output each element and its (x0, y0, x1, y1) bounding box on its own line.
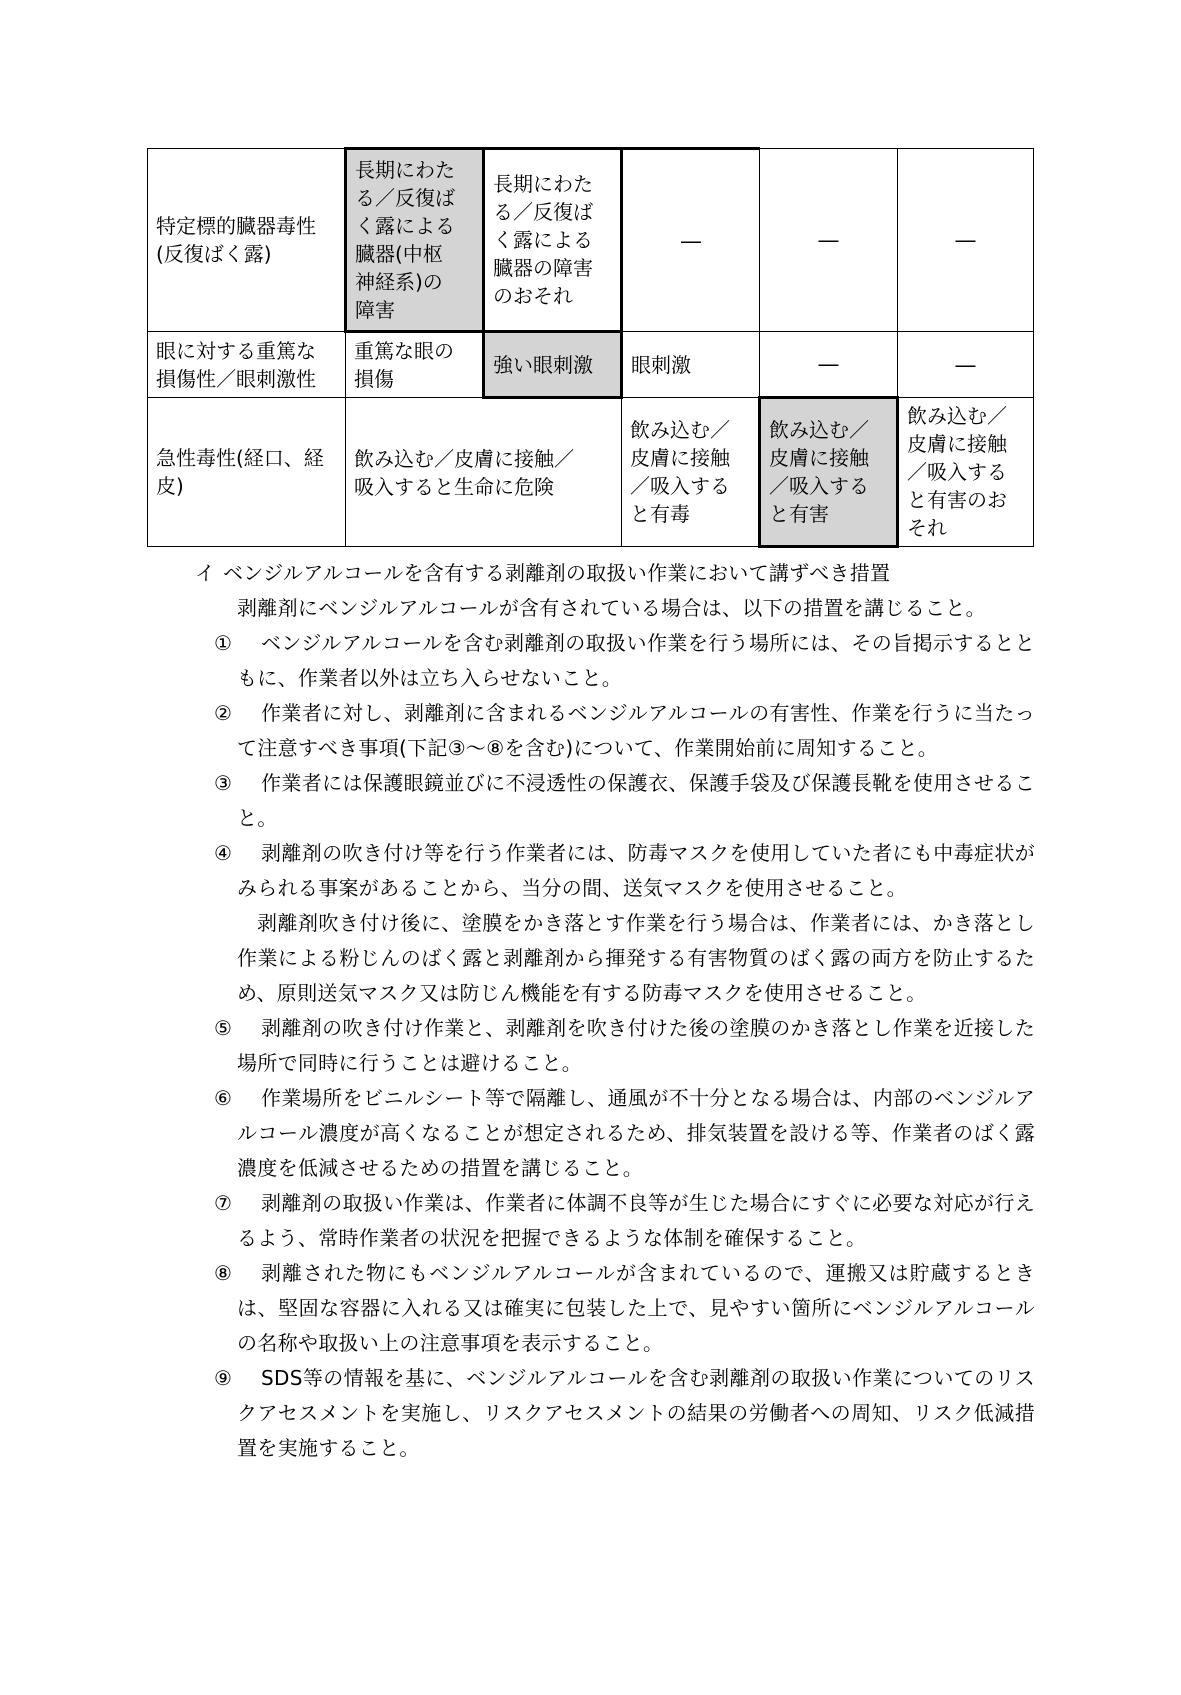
item-number: ⑥ (214, 1086, 233, 1110)
item-text: 剥離剤の取扱い作業は、作業者に体調不良等が生じた場合にすぐに必要な対応が行えるよう、常時作業者の状況を把握できるような体制を確保すること。 (237, 1191, 1035, 1250)
table-cell: ― (622, 149, 760, 332)
table-cell: ― (760, 149, 898, 332)
item-text: 作業場所をビニルシート等で隔離し、通風が不十分となる場合は、内部のベンジルアルコール濃度が高くなることが想定されるため、排気装置を設ける等、作業者のばく露濃度を低減させるための措置を講じること。 (237, 1086, 1035, 1180)
table-cell: 長期にわた る／反復ば く露による 臓器(中枢 神経系)の 障害 (346, 149, 484, 332)
item-number: ③ (214, 771, 233, 795)
item-number: ⑤ (214, 1016, 233, 1040)
section-heading-text: ベンジルアルコールを含有する剥離剤の取扱い作業において講ずべき措置 (223, 561, 891, 585)
item-text: 剥離された物にもベンジルアルコールが含まれているので、運搬又は貯蔵するときは、堅固な容器に入れる又は確実に包装した上で、見やすい箇所にベンジルアルコールの名称や取扱い上の注意事項を表示すること。 (237, 1261, 1035, 1355)
table-cell: 飲み込む／ 皮膚に接触 ／吸入する と有毒 (622, 398, 760, 547)
table-cell: 眼刺激 (622, 332, 760, 398)
table-cell: 飲み込む／ 皮膚に接触 ／吸入する と有害のお それ (898, 398, 1034, 547)
list-item (195, 626, 1035, 696)
hazard-classification-table (147, 147, 1034, 548)
item-number: ② (214, 701, 233, 725)
item-text: ベンジルアルコールを含む剥離剤の取扱い作業を行う場所には、その旨掲示するとともに、作業者以外は立ち入らせないこと。 (237, 631, 1035, 690)
category-cell: 眼に対する重篤な 損傷性／眼刺激性 (148, 332, 346, 398)
table-cell: ― (898, 149, 1034, 332)
category-cell: 急性毒性(経口、経 皮) (148, 398, 346, 547)
item-text: 剥離剤の吹き付け作業と、剥離剤を吹き付けた後の塗膜のかき落とし作業を近接した場所で同時に行うことは避けること。 (237, 1016, 1035, 1075)
item-number: ⑧ (214, 1261, 233, 1285)
category-cell: 特定標的臓器毒性 (反復ばく露) (148, 149, 346, 332)
item-extra-text: 剥離剤吹き付け後に、塗膜をかき落とす作業を行う場合は、作業者には、かき落とし作業による粉じんのばく露と剥離剤から揮発する有害物質のばく露の両方を防止するため、原則送気マスク又は防じん機能を有する防毒マスクを使用させること。 (237, 911, 1035, 1005)
list-item (195, 766, 1035, 836)
item-number: ① (214, 631, 233, 655)
list-item (195, 1256, 1035, 1361)
item-text: 作業者に対し、剥離剤に含まれるベンジルアルコールの有害性、作業を行うに当たって注意すべき事項(下記③～⑧を含む)について、作業開始前に周知すること。 (237, 701, 1035, 760)
list-item (195, 1011, 1035, 1081)
list-item (195, 1081, 1035, 1186)
table-cell: 飲み込む／ 皮膚に接触 ／吸入する と有害 (760, 398, 898, 547)
item-number: ④ (214, 841, 233, 865)
section-heading (195, 556, 1035, 591)
table-cell: 飲み込む／皮膚に接触／ 吸入すると生命に危険 (346, 398, 622, 547)
item-text: 作業者には保護眼鏡並びに不浸透性の保護衣、保護手袋及び保護長靴を使用させること。 (237, 771, 1035, 830)
section-marker: イ (195, 561, 216, 585)
list-item (195, 1361, 1035, 1466)
list-item (195, 836, 1035, 1011)
table-cell: ― (898, 332, 1034, 398)
table-row (148, 398, 1034, 547)
measures-section (195, 556, 1035, 1466)
table-cell: 重篤な眼の 損傷 (346, 332, 484, 398)
item-text: SDS等の情報を基に、ベンジルアルコールを含む剥離剤の取扱い作業についてのリスクアセスメントを実施し、リスクアセスメントの結果の労働者への周知、リスク低減措置を実施すること。 (237, 1366, 1035, 1460)
table-cell: 強い眼刺激 (484, 332, 622, 398)
table-cell: ― (760, 332, 898, 398)
list-item (195, 696, 1035, 766)
item-number: ⑨ (214, 1366, 233, 1390)
table-cell: 長期にわた る／反復ば く露による 臓器の障害 のおそれ (484, 149, 622, 332)
table-row (148, 149, 1034, 332)
item-number: ⑦ (214, 1191, 233, 1215)
list-item (195, 1186, 1035, 1256)
section-intro: 剥離剤にベンジルアルコールが含有されている場合は、以下の措置を講じること。 (237, 596, 986, 620)
item-text: 剥離剤の吹き付け等を行う作業者には、防毒マスクを使用していた者にも中毒症状がみられる事案があることから、当分の間、送気マスクを使用させること。 (237, 841, 1035, 900)
table-row (148, 332, 1034, 398)
